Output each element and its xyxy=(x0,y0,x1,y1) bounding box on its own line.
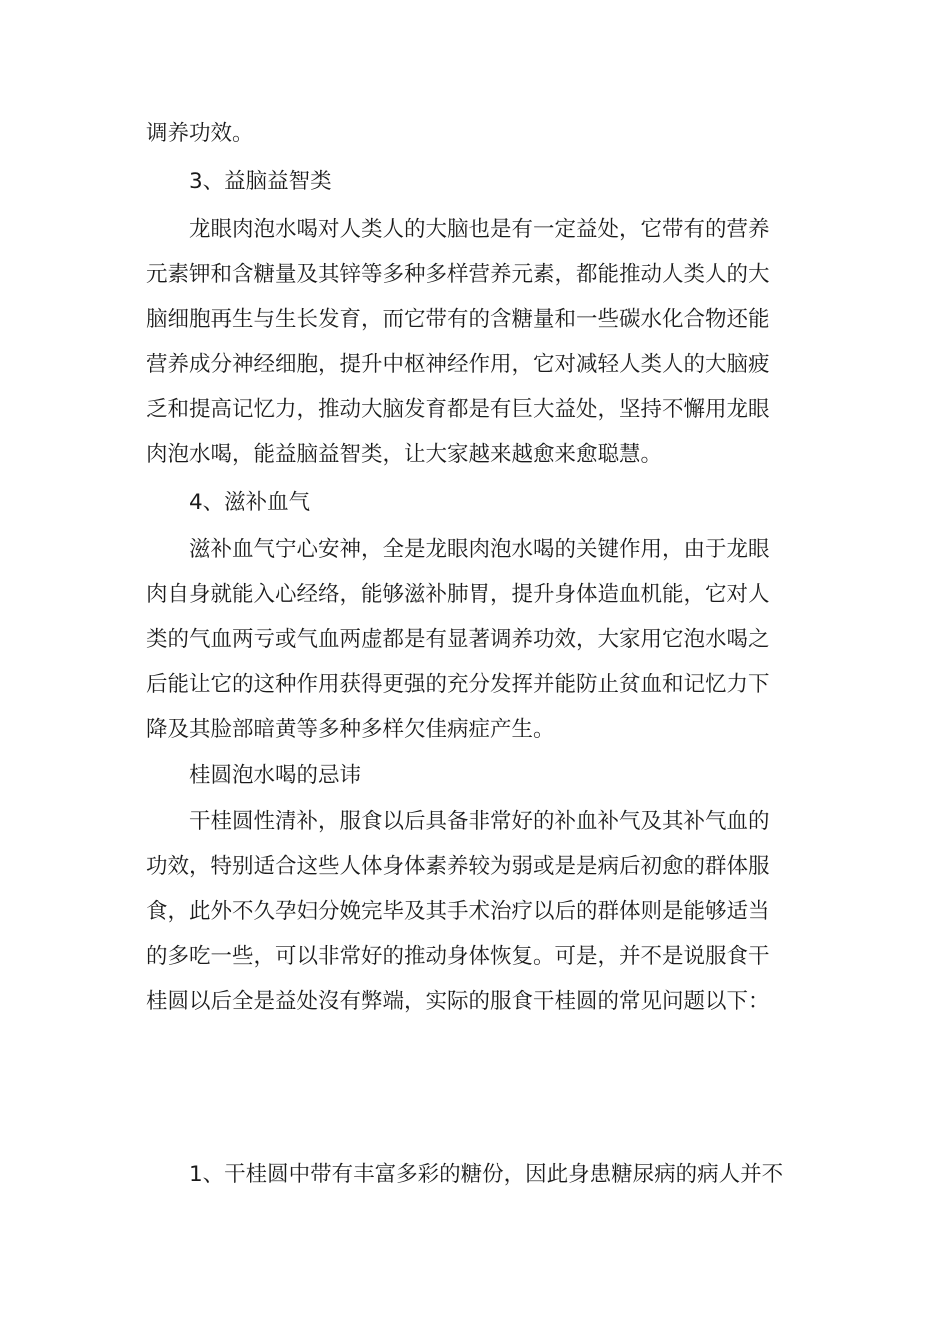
paragraph-brain: 龙眼肉泡水喝对人类人的大脑也是有一定益处，它带有的营养 元素钾和含糖量及其锌等多种多样营养元素，都能推动人类人的大 脑细胞再生与生长发育，而它带有的含糖量和一些碳水化合物还能 营养成分神经细胞，提升中枢神经作用，它对减轻人类人的大脑疲 乏和提高记忆力，推动大脑发育都是有巨大益处，坚持不懈用龙眼 肉泡水喝，能益脑益智类，让大家越来越愈来愈聪慧。 xyxy=(146,217,770,467)
section-heading-3: 3、益脑益智类 xyxy=(189,169,332,194)
list-item-1: 1、干桂圆中带有丰富多彩的糖份，因此身患糖尿病的病人并不 xyxy=(189,1162,784,1187)
paragraph-blood: 滋补血气宁心安神，全是龙眼肉泡水喝的关键作用，由于龙眼 肉自身就能入心经络，能够滋补肺胃，提升身体造血机能，它对人 类的气血两亏或气血两虚都是有显著调养功效，大家用它泡水喝之 后能让它的这种作用获得更强的充分发挥并能防止贫血和记忆力下 降及其脸部暗黄等多种多样欠佳病症产生。 xyxy=(146,537,770,742)
continuation-text: 调养功效。 xyxy=(146,121,254,146)
paragraph-taboo: 干桂圆性清补，服食以后具备非常好的补血补气及其补气血的 功效，特别适合这些人体身体素养较为弱或是是病后初愈的群体服 食，此外不久孕妇分娩完毕及其手术治疗以后的群体则是能够适当 的多吃一些，可以非常好的推动身体恢复。可是，并不是说服食干 桂圆以后全是益处沒有弊端，实际的服食干桂圆的常见问题以下： xyxy=(146,809,770,1014)
section-heading-4: 4、滋补血气 xyxy=(189,490,311,515)
section-title-taboo: 桂圆泡水喝的忌讳 xyxy=(189,763,362,788)
